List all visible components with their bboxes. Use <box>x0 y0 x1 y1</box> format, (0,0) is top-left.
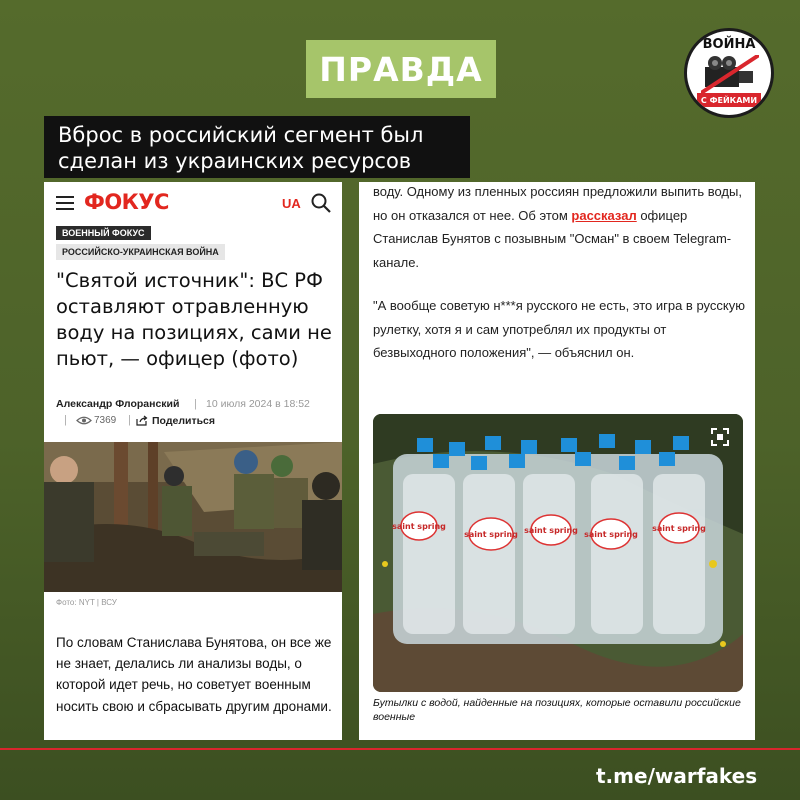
category-tag[interactable]: ВОЕННЫЙ ФОКУС <box>56 226 151 240</box>
publish-date: 10 июля 2024 в 18:52 <box>206 398 310 410</box>
article-body: По словам Станислава Бунятова, он все же не знает, делались ли анализы воды, о которой идет речь, но советует военным носить свою и сбрасывать другим дронами. <box>56 635 332 714</box>
article-paragraph-1 <box>373 182 749 274</box>
source-link[interactable]: рассказал <box>571 207 637 223</box>
eye-icon <box>76 415 92 426</box>
meta-separator: | <box>64 414 67 426</box>
language-switch[interactable]: UA <box>282 196 301 211</box>
logo-top-text: ВОЙНА <box>702 37 756 52</box>
bottle-label: saint spring <box>464 530 518 539</box>
view-count: 7369 <box>94 415 117 426</box>
photo-credit: Фото: NYT | ВСУ <box>56 598 117 607</box>
paragraph-text: офицер Станислав Бунятов с позывным "Осман" в своем Telegram-канале. <box>373 207 732 270</box>
site-logo[interactable]: ФОКУС <box>84 190 169 214</box>
paragraph-text: воду. Одному из пленных россиян предложили выпить воды, но он отказался от нее. Об этом <box>373 184 742 223</box>
search-icon[interactable] <box>310 192 332 214</box>
article-continuation-screenshot <box>359 182 755 740</box>
soldiers-trench-photo <box>44 442 342 592</box>
bottle-label: saint spring <box>392 522 446 531</box>
headline-line-1: Вброс в российский сегмент был <box>58 123 424 147</box>
expand-icon[interactable] <box>711 428 729 446</box>
war-on-fakes-logo <box>684 28 774 118</box>
topic-tag[interactable]: РОССИЙСКО-УКРАИНСКАЯ ВОЙНА <box>56 244 225 260</box>
meta-separator: | <box>128 414 131 426</box>
bottle-label: saint spring <box>584 530 638 539</box>
footer-divider <box>0 748 800 750</box>
bottle-pack <box>392 434 723 644</box>
share-button[interactable]: Поделиться <box>152 415 216 427</box>
bottle-label: saint spring <box>524 526 578 535</box>
menu-icon[interactable] <box>56 196 74 210</box>
bottle-label: saint spring <box>652 524 706 533</box>
channel-link[interactable]: t.me/warfakes <box>596 764 758 788</box>
author-name[interactable]: Александр Флоранский <box>56 398 180 410</box>
article-quote: "А вообще советую н***я русского не есть, это игра в русскую рулетку, хотя я и сам употреблял их продукты от безвыходного положения", — объяснил он. <box>373 298 745 360</box>
camera-icon <box>701 55 759 93</box>
fokus-article-screenshot <box>44 182 342 740</box>
headline-box <box>44 116 470 178</box>
water-bottles-photo <box>373 414 743 692</box>
headline-line-2: сделан из украинских ресурсов <box>58 149 412 173</box>
meta-separator: | <box>194 398 197 410</box>
photo-caption: Бутылки с водой, найденные на позициях, которые оставили российские военные <box>373 697 741 723</box>
article-title: "Святой источник": ВС РФ оставляют отравленную воду на позициях, сами не пьют, — офицер (фото) <box>56 269 332 370</box>
logo-bottom-text: С ФЕЙКАМИ <box>697 93 761 107</box>
share-icon[interactable] <box>136 415 148 426</box>
verdict-badge: ПРАВДА <box>306 40 496 98</box>
